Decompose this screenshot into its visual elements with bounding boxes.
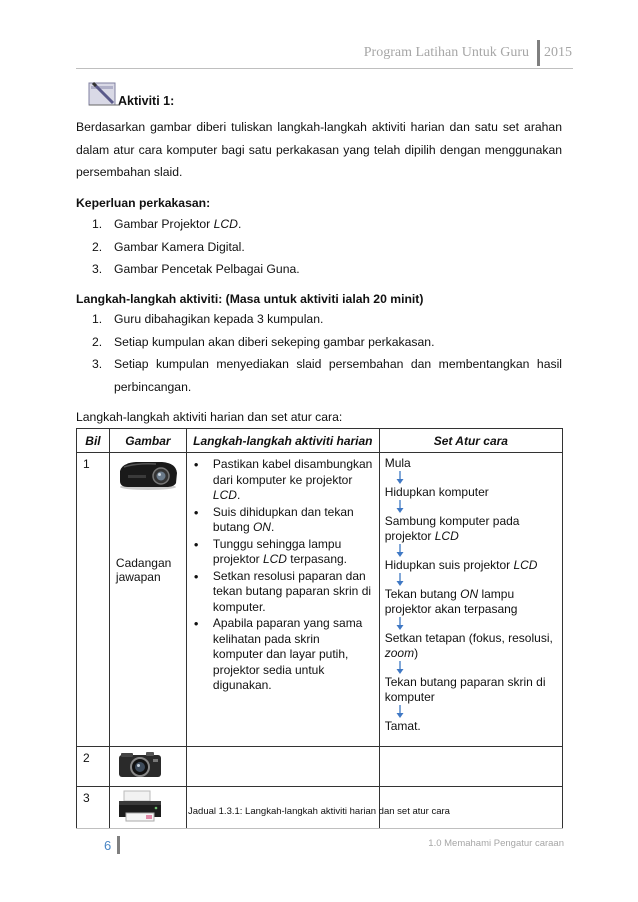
text-segment: Pastikan kabel disambungkan dari komputer ke projektor (212, 457, 373, 487)
list-text (114, 213, 562, 236)
text-segment: Hidupkan suis projektor (384, 558, 514, 572)
text-segment: . (236, 488, 241, 502)
list-item (193, 569, 373, 616)
intro-paragraph: Berdasarkan gambar diberi tuliskan langkah-langkah aktiviti harian dan satu set arahan dalam atur cara komputer bagi satu perkakasan yang telah dipilih dengan menggunakan persembahan slaid. (76, 120, 562, 179)
activity-title: Aktiviti 1: (118, 94, 175, 108)
italic-term: ON (460, 587, 479, 601)
text-segment: Hidupkan komputer (384, 485, 489, 499)
italic-term: LCD (513, 558, 538, 572)
page-number: 6 (104, 837, 112, 853)
list-text (213, 569, 373, 616)
list-number: 2. (92, 334, 103, 349)
list-item (193, 616, 373, 694)
list-text (114, 236, 562, 259)
list-item (193, 537, 373, 568)
italic-term: zoom (384, 646, 415, 660)
program-step (385, 719, 557, 734)
arrow-down-icon (385, 471, 557, 485)
daily-steps-cell (186, 453, 379, 747)
text-segment: Gambar Pencetak Pelbagai Guna. (114, 262, 300, 276)
pencil-icon (86, 79, 122, 109)
list-text (213, 537, 373, 568)
list-text (114, 308, 562, 331)
arrow-down-icon (385, 500, 557, 514)
steps-heading: Langkah-langkah aktiviti: (Masa untuk aktiviti ialah 20 minit) (76, 292, 424, 306)
italic-term: LCD (262, 552, 287, 566)
list-number: 3. (92, 357, 103, 371)
program-step (385, 485, 557, 500)
list-item (92, 353, 562, 398)
equipment-list (92, 213, 562, 281)
text-segment: Apabila paparan yang sama kelihatan pada skrin komputer dan layar putih, projektor sedia untuk digunakan. (212, 616, 363, 692)
text-segment: ) (414, 646, 419, 660)
list-number: 3. (92, 262, 103, 276)
italic-term: LCD (434, 529, 459, 543)
program-step (385, 587, 557, 617)
activity-table (76, 428, 563, 829)
header-year: 2015 (544, 45, 572, 60)
table-intro: Langkah-langkah aktiviti harian dan set atur cara: (76, 410, 343, 424)
list-number: 1. (92, 312, 103, 326)
list-text (213, 505, 373, 536)
bullet-icon: • (193, 504, 199, 520)
list-item (92, 213, 562, 236)
text-segment: . (237, 217, 242, 231)
steps-list (92, 308, 562, 398)
activity-heading (86, 79, 174, 109)
text-segment: Gambar Kamera Digital. (114, 239, 245, 254)
text-segment: . (270, 520, 275, 534)
text-segment: Tekan butang (384, 587, 461, 601)
arrow-down-icon (385, 705, 557, 719)
bullet-icon: • (193, 616, 199, 631)
footer-divider (117, 836, 120, 854)
text-segment: Guru dibahagikan kepada 3 kumpulan. (114, 312, 324, 326)
list-number: 1. (92, 217, 103, 231)
table-row (77, 747, 563, 787)
bullet-icon: • (193, 536, 199, 552)
arrow-down-icon (385, 573, 557, 587)
daily-steps-list (187, 453, 379, 694)
row-bil: 2 (77, 747, 110, 787)
list-item (193, 457, 373, 504)
program-step (385, 675, 557, 705)
text-segment: lampu projektor akan terpasang (384, 587, 518, 616)
arrow-down-icon (385, 544, 557, 558)
camera-image (116, 749, 180, 784)
text-segment: Setkan resolusi paparan dan tekan butang paparan skrin di komputer. (212, 568, 372, 614)
col-langkah: Langkah-langkah aktiviti harian (186, 429, 379, 453)
text-segment: Mula (384, 456, 411, 470)
list-item (92, 331, 562, 354)
program-steps-cell (379, 453, 562, 747)
page-footer (104, 836, 120, 854)
list-item (92, 258, 562, 281)
text-segment: Setiap kumpulan akan diberi sekeping gambar perkakasan. (114, 334, 435, 349)
empty-cell (379, 747, 562, 787)
text-segment: Gambar Projektor (114, 217, 214, 231)
table-caption: Jadual 1.3.1: Langkah-langkah aktiviti harian dan set atur cara (188, 806, 450, 817)
col-gambar: Gambar (109, 429, 186, 453)
row-bil: 1 (77, 453, 110, 747)
list-text (114, 331, 562, 354)
list-number: 2. (92, 239, 103, 254)
italic-term: ON (252, 520, 271, 534)
col-set: Set Atur cara (379, 429, 562, 453)
list-item (92, 308, 562, 331)
equipment-heading: Keperluan perkakasan: (76, 196, 211, 210)
italic-term: LCD (212, 488, 237, 502)
chapter-label: 1.0 Memahami Pengatur caraan (428, 838, 564, 849)
empty-cell (186, 747, 379, 787)
footer-rule (76, 828, 563, 829)
program-steps-list (380, 453, 562, 737)
bullet-icon: • (193, 457, 199, 472)
row-gambar (109, 453, 186, 747)
text-segment: Setkan tetapan (fokus, resolusi, (384, 631, 553, 645)
table-header-row (77, 429, 563, 453)
list-text (114, 353, 562, 398)
text-segment: Tekan butang paparan skrin di komputer (384, 675, 546, 704)
text-segment: terpasang. (286, 552, 348, 566)
text-segment: Tamat. (384, 719, 421, 733)
text-segment: Setiap kumpulan menyediakan slaid persembahan dan membentangkan hasil perbincangan. (114, 357, 562, 394)
italic-term: LCD (213, 217, 238, 231)
row-gambar (109, 747, 186, 787)
program-step (385, 558, 557, 573)
text-segment: Sambung komputer pada projektor (384, 514, 520, 543)
projector-image (116, 457, 180, 494)
suggestion-note: Cadangan jawapan (115, 556, 172, 584)
list-text (213, 616, 373, 694)
row-bil: 3 (77, 787, 110, 829)
list-text (114, 258, 562, 281)
arrow-down-icon (385, 617, 557, 631)
table-row (77, 453, 563, 747)
header-rule (76, 68, 573, 69)
list-item (92, 236, 562, 259)
program-step (385, 631, 557, 661)
page-header (364, 40, 572, 66)
header-title: Program Latihan Untuk Guru (363, 45, 529, 60)
text-segment: Suis dihidupkan dan tekan butang (212, 504, 354, 534)
col-bil: Bil (77, 429, 110, 453)
list-text (213, 457, 373, 504)
list-item (193, 505, 373, 536)
bullet-icon: • (193, 568, 199, 584)
arrow-down-icon (385, 661, 557, 675)
program-step (385, 514, 557, 544)
program-step (385, 456, 557, 471)
text-segment: Tunggu sehingga lampu projektor (212, 536, 342, 566)
header-divider (537, 40, 540, 66)
